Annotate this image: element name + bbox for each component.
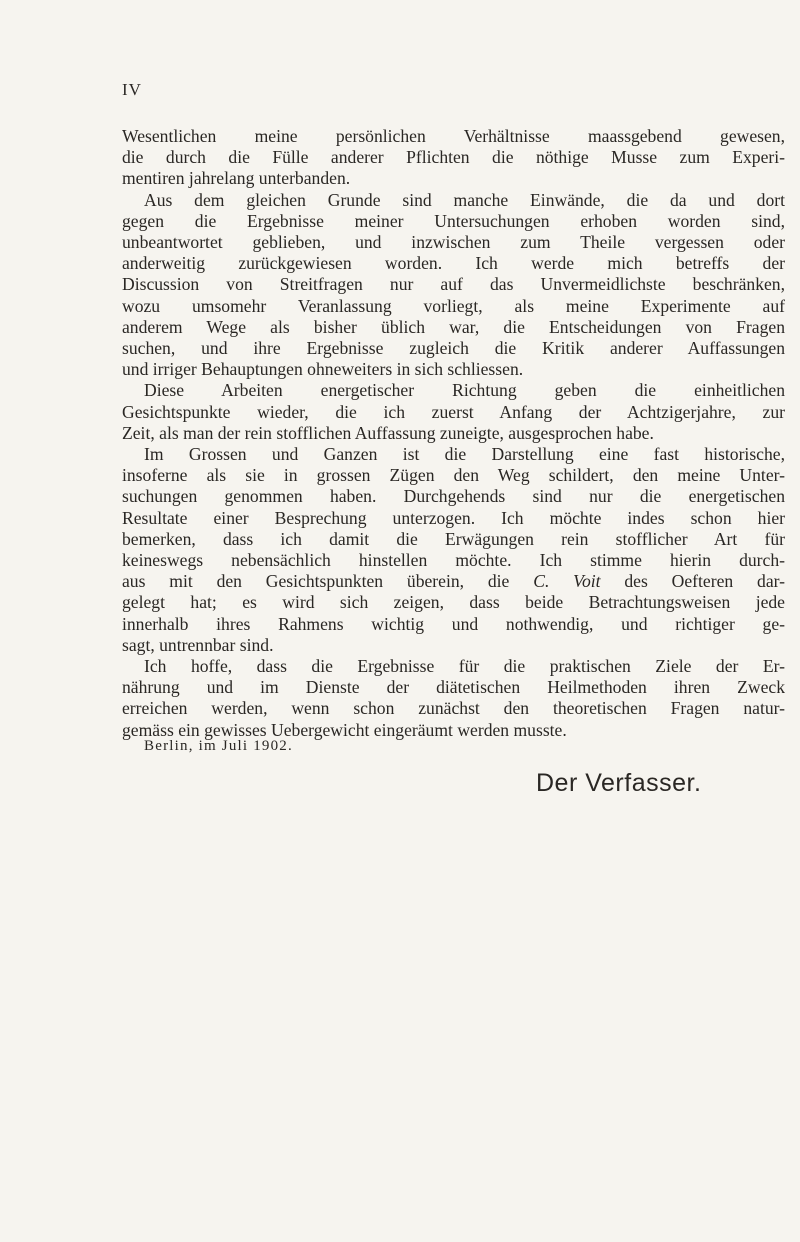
text-line: Gesichtspunkte wieder, die ich zuerst Anfang der Achtzigerjahre, zur: [122, 401, 785, 422]
text-line: Zeit, als man der rein stofflichen Auffassung zuneigte, ausgesprochen habe.: [122, 422, 654, 443]
place-and-date: Berlin, im Juli 1902.: [144, 738, 293, 754]
text-line: Im Grossen und Ganzen ist die Darstellung eine fast historische,: [144, 444, 785, 465]
text-line: nährung und im Dienste der diätetischen Heilmethoden ihren Zweck: [122, 677, 785, 698]
preface-text: [122, 126, 785, 741]
text-line: keineswegs nebensächlich hinstellen möchte. Ich stimme hierin durch-: [122, 550, 785, 571]
text-line: Resultate einer Besprechung unterzogen. Ich möchte indes schon hier: [122, 507, 785, 528]
text-line: unbeantwortet geblieben, und inzwischen zum Theile vergessen oder: [122, 232, 785, 253]
text-segment: aus mit den Gesichtspunkten überein, die: [122, 571, 510, 592]
text-line: sagt, untrennbar sind.: [122, 634, 274, 655]
text-line: suchungen genommen haben. Durchgehends sind nur die energetischen: [122, 486, 785, 507]
text-line: suchen, und ihre Ergebnisse zugleich die Kritik anderer Auffassungen: [122, 338, 785, 359]
text-line: [122, 571, 785, 592]
text-line: anderem Wege als bisher üblich war, die Entscheidungen von Fragen: [122, 316, 785, 337]
text-line: gemäss ein gewisses Uebergewicht eingeräumt werden musste.: [122, 719, 567, 740]
text-line: Diese Arbeiten energetischer Richtung geben die einheitlichen: [144, 380, 785, 401]
text-line: wozu umsomehr Veranlassung vorliegt, als meine Experimente auf: [122, 295, 785, 316]
text-line: gelegt hat; es wird sich zeigen, dass beide Betrachtungsweisen jede: [122, 592, 785, 613]
text-line: die durch die Fülle anderer Pflichten die nöthige Musse zum Experi-: [122, 147, 785, 168]
text-line: mentiren jahrelang unterbanden.: [122, 168, 351, 189]
text-line: Aus dem gleichen Grunde sind manche Einwände, die da und dort: [144, 189, 785, 210]
text-line: erreichen werden, wenn schon zunächst den theoretischen Fragen natur-: [122, 698, 785, 719]
text-line: insoferne als sie in grossen Zügen den Weg schildert, den meine Unter-: [122, 465, 785, 486]
text-segment: des Oefteren dar-: [624, 571, 785, 592]
text-line: Ich hoffe, dass die Ergebnisse für die praktischen Ziele der Er-: [144, 656, 785, 677]
text-line: anderweitig zurückgewiesen worden. Ich werde mich betreffs der: [122, 253, 785, 274]
author-signature: Der Verfasser.: [536, 769, 702, 797]
text-line: Discussion von Streitfragen nur auf das Unvermeidlichste beschränken,: [122, 274, 785, 295]
text-line: bemerken, dass ich damit die Erwägungen rein stofflicher Art für: [122, 528, 785, 549]
page-number: IV: [122, 80, 142, 99]
text-line: gegen die Ergebnisse meiner Untersuchungen erhoben worden sind,: [122, 210, 785, 231]
text-line: Wesentlichen meine persönlichen Verhältnisse maassgebend gewesen,: [122, 126, 785, 146]
text-line: innerhalb ihres Rahmens wichtig und nothwendig, und richtiger ge-: [122, 613, 785, 634]
text-line: und irriger Behauptungen ohneweiters in sich schliessen.: [122, 359, 524, 380]
author-name-voit: C. Voit: [533, 571, 601, 592]
